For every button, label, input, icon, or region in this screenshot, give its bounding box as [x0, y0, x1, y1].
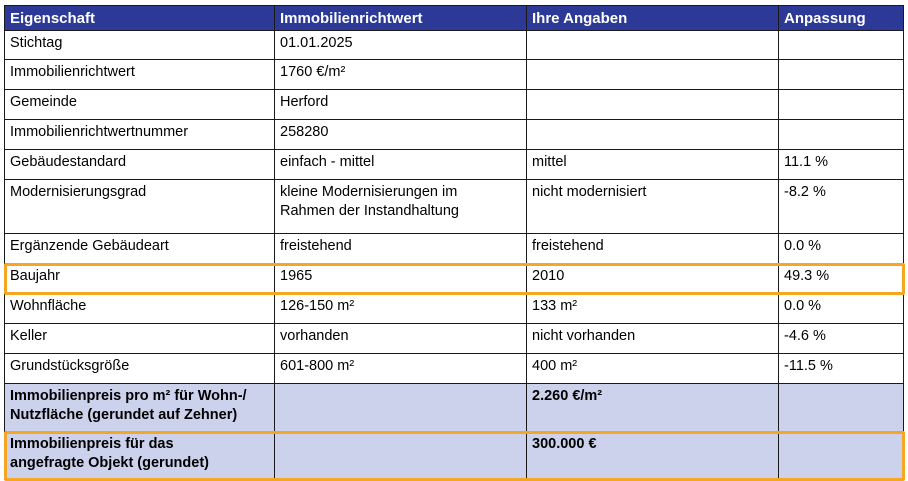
row-angaben: 133 m²: [527, 294, 779, 324]
row-angaben: freistehend: [527, 234, 779, 264]
row-richtwert: 601-800 m²: [275, 354, 527, 384]
summary-label: Immobilienpreis für das angefragte Objekt (gerundet): [5, 432, 275, 480]
summary-row-price-per-sqm: [5, 384, 904, 432]
header-ihre-angaben: Ihre Angaben: [527, 6, 779, 31]
table-row: [5, 150, 904, 180]
row-angaben: [527, 31, 779, 60]
row-anpassung: 49.3 %: [779, 264, 904, 294]
table-row: [5, 180, 904, 234]
summary-value: 300.000 €: [527, 432, 779, 480]
row-richtwert: kleine Modernisierungen im Rahmen der Instandhaltung: [275, 180, 527, 234]
table-row: [5, 354, 904, 384]
row-richtwert: 126-150 m²: [275, 294, 527, 324]
table-header-row: [5, 6, 904, 31]
summary-label: Immobilienpreis pro m² für Wohn-/ Nutzfläche (gerundet auf Zehner): [5, 384, 275, 432]
summary-value: 2.260 €/m²: [527, 384, 779, 432]
header-immobilienrichtwert: Immobilienrichtwert: [275, 6, 527, 31]
row-richtwert: 1760 €/m²: [275, 60, 527, 90]
row-label: Ergänzende Gebäudeart: [5, 234, 275, 264]
summary-empty-cell: [779, 384, 904, 432]
row-angaben: 400 m²: [527, 354, 779, 384]
row-richtwert: freistehend: [275, 234, 527, 264]
row-label: Baujahr: [5, 264, 275, 294]
row-anpassung: [779, 120, 904, 150]
row-label: Keller: [5, 324, 275, 354]
row-anpassung: [779, 90, 904, 120]
summary-empty-cell: [275, 384, 527, 432]
table-row: [5, 294, 904, 324]
valuation-table-container: [4, 5, 903, 480]
row-richtwert: einfach - mittel: [275, 150, 527, 180]
row-label: Immobilienrichtwert: [5, 60, 275, 90]
summary-empty-cell: [779, 432, 904, 480]
table-row: [5, 324, 904, 354]
row-label: Stichtag: [5, 31, 275, 60]
row-label: Immobilienrichtwertnummer: [5, 120, 275, 150]
table-row: [5, 31, 904, 60]
row-label: Grundstücksgröße: [5, 354, 275, 384]
row-anpassung: -8.2 %: [779, 180, 904, 234]
header-anpassung: Anpassung: [779, 6, 904, 31]
table-row: [5, 120, 904, 150]
header-eigenschaft: Eigenschaft: [5, 6, 275, 31]
row-anpassung: [779, 31, 904, 60]
table-row: [5, 234, 904, 264]
row-label: Gemeinde: [5, 90, 275, 120]
row-anpassung: [779, 60, 904, 90]
row-richtwert: 258280: [275, 120, 527, 150]
row-anpassung: -11.5 %: [779, 354, 904, 384]
row-richtwert: Herford: [275, 90, 527, 120]
row-angaben: [527, 90, 779, 120]
row-label: Modernisierungsgrad: [5, 180, 275, 234]
valuation-table: [4, 5, 904, 480]
row-richtwert: 1965: [275, 264, 527, 294]
row-angaben: mittel: [527, 150, 779, 180]
table-row: [5, 90, 904, 120]
row-angaben: [527, 60, 779, 90]
table-row: [5, 60, 904, 90]
row-angaben: nicht modernisiert: [527, 180, 779, 234]
row-angaben: [527, 120, 779, 150]
summary-empty-cell: [275, 432, 527, 480]
row-anpassung: 11.1 %: [779, 150, 904, 180]
row-label: Wohnfläche: [5, 294, 275, 324]
row-richtwert: vorhanden: [275, 324, 527, 354]
row-anpassung: -4.6 %: [779, 324, 904, 354]
row-angaben: 2010: [527, 264, 779, 294]
row-label: Gebäudestandard: [5, 150, 275, 180]
row-anpassung: 0.0 %: [779, 234, 904, 264]
row-angaben: nicht vorhanden: [527, 324, 779, 354]
row-richtwert: 01.01.2025: [275, 31, 527, 60]
row-anpassung: 0.0 %: [779, 294, 904, 324]
summary-row-total-price: [5, 432, 904, 480]
table-row-baujahr: [5, 264, 904, 294]
